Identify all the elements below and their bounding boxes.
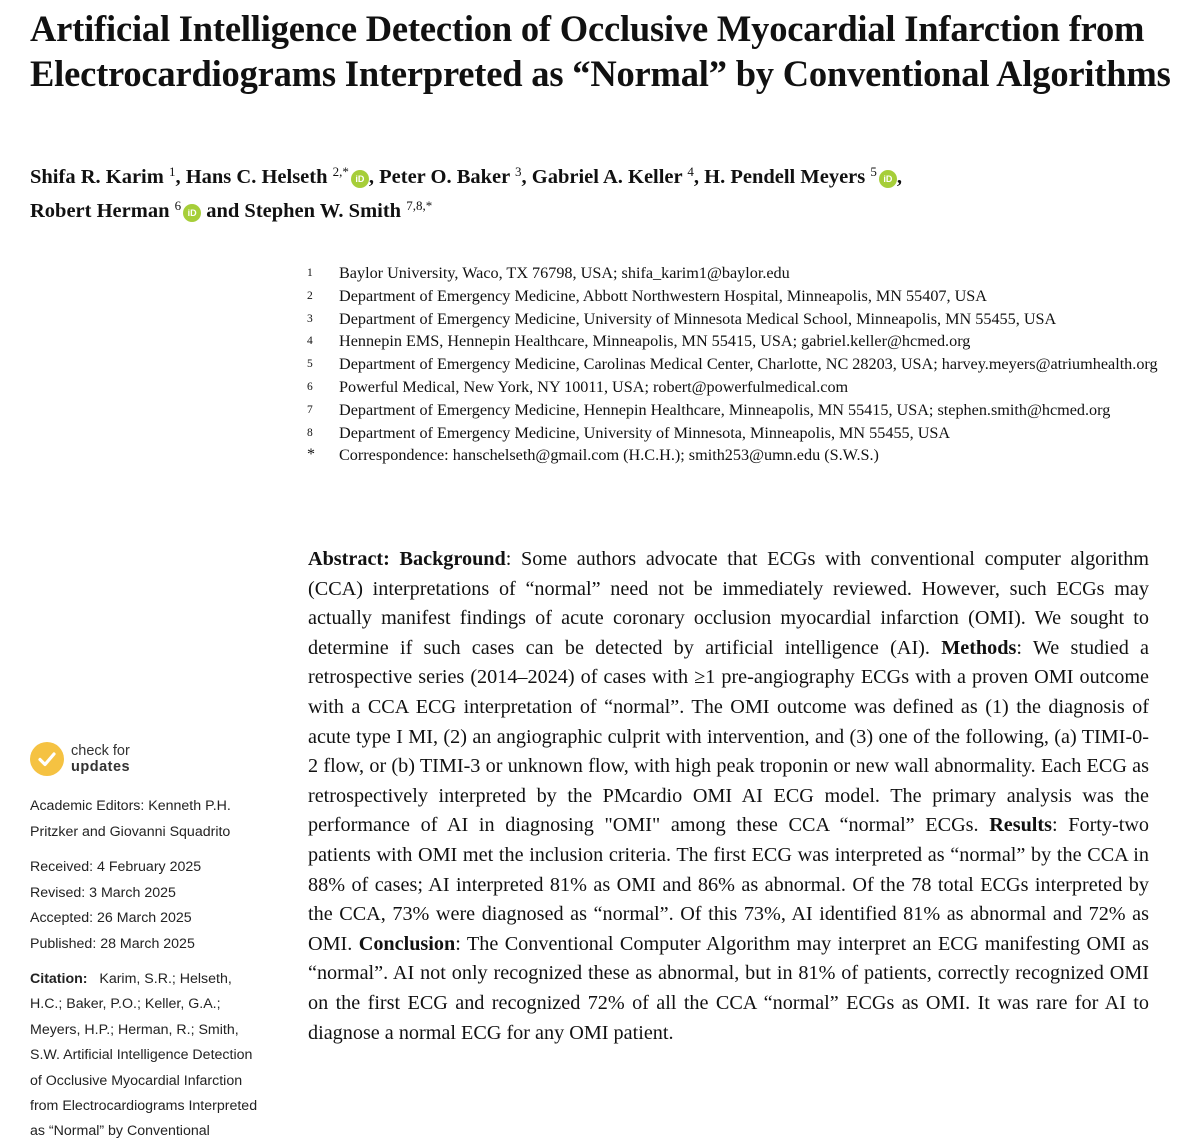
- author[interactable]: Hans C. Helseth $^{2,*}$ iD: [186, 166, 369, 188]
- article-dates: Received: 4 February 2025 Revised: 3 March 2025 Accepted: 26 March 2025 Published: 28 March 2025: [30, 859, 202, 952]
- correspondence-item: * Correspondence: hanschelseth@gmail.com (H.C.H.); smith253@umn.edu (S.W.S.): [307, 446, 879, 465]
- author[interactable]: Shifa R. Karim $^1$: [30, 164, 176, 188]
- affiliation-item: 2 Department of Emergency Medicine, Abbott Northwestern Hospital, Minneapolis, MN 55407, USA: [307, 286, 987, 305]
- affiliation-item: 8 Department of Emergency Medicine, University of Minnesota, Minneapolis, MN 55455, USA: [307, 423, 951, 442]
- affiliation-item: 6 Powerful Medical, New York, NY 10011, USA; robert@powerfulmedical.com: [307, 377, 849, 396]
- author[interactable]: Robert Herman $^6$ iD: [30, 200, 201, 222]
- checkmark-icon: [30, 742, 64, 776]
- orcid-icon[interactable]: iD: [879, 170, 897, 188]
- orcid-icon[interactable]: iD: [183, 204, 201, 222]
- check-for-updates-button[interactable]: check for updates: [30, 742, 130, 776]
- author[interactable]: H. Pendell Meyers $^5$ iD: [704, 166, 897, 188]
- affiliation-item: 5 Department of Emergency Medicine, Carolinas Medical Center, Charlotte, NC 28203, USA; harvey.meyers@atriumhealth.org: [307, 355, 1158, 374]
- author[interactable]: Peter O. Baker $^3$: [379, 164, 522, 188]
- academic-editors: Academic Editors: Kenneth P.H. Pritzker and Giovanni Squadrito: [30, 798, 231, 840]
- paper-title: Artificial Intelligence Detection of Occlusive Myocardial Infarction from Electrocardiograms Interpreted as “Normal” by Conventional Algorithms: [30, 8, 1171, 94]
- affiliation-item: 3 Department of Emergency Medicine, University of Minnesota Medical School, Minneapolis, MN 55455, USA: [307, 309, 1057, 328]
- orcid-icon[interactable]: iD: [351, 170, 369, 188]
- citation: Citation: Karim, S.R.; Helseth, H.C.; Baker, P.O.; Keller, G.A.; Meyers, H.P.; Herman, R.; Smith, S.W. Artificial Intelligence Detection of Occlusive Myocardial Infarction from Electrocardiograms Interpreted as “Normal” by Conventional: [30, 971, 258, 1140]
- affiliation-item: 7 Department of Emergency Medicine, Hennepin Healthcare, Minneapolis, MN 55415, USA; stephen.smith@hcmed.org: [307, 400, 1111, 419]
- affiliation-item: 4 Hennepin EMS, Hennepin Healthcare, Minneapolis, MN 55415, USA; gabriel.keller@hcmed.org: [307, 332, 971, 351]
- author-list: Shifa R. Karim $^1$, Hans C. Helseth $^{2,*}$ iD , Peter O. Baker $^3$, Gabriel A. Keller $^4$, H. Pendell Meyers $^5$ iD , Robert Herman $^6$ iD and Stephen W. Smith $^{7,8,*}$: [30, 164, 902, 222]
- author[interactable]: Stephen W. Smith $^{7,8,*}$: [244, 198, 433, 222]
- abstract: Abstract: Background: Some authors advocate that ECGs with conventional computer algorithm (CCA) interpretations of “normal” need not be immediately reviewed. However, such ECGs may actually manifest findings of acute coronary occlusion myocardial infarction (OMI). We sought to determine if such cases can be detected by artificial intelligence (AI). Methods: We studied a retrospective series (2014–2024) of cases with ≥1 pre-angiography ECGs with a proven OMI outcome with a CCA ECG interpretation of “normal”. The OMI outcome was defined as (1) the diagnosis of acute type I MI, (2) an angiographic culprit with intervention, and (3) one of the following, (a) TIMI-0-2 flow, or (b) TIMI-3 or unknown flow, with high peak troponin or new wall abnormality. Each ECG as retrospectively interpreted by the PMcardio OMI AI ECG model. The primary analysis was the performance of AI in diagnosing "OMI" among these CCA “normal” ECGs. Results: Forty-two patients with OMI met the inclusion criteria. The first ECG was interpreted as “normal” by the CCA in 88% of cases; AI interpreted 81% as OMI and 86% as abnormal. Of the 78 total ECGs interpreted by the CCA, 73% were diagnosed as “normal”. Of this 73%, AI identified 81% as abnormal and 72% as OMI. Conclusion: The Conventional Computer Algorithm may interpret an ECG manifesting OMI as “normal”. AI not only recognized these as abnormal, but in 81% of patients, correctly recognized OMI on the first ECG and recognized 72% of all the CCA “normal” ECGs as OMI. It was rare for AI to diagnose a normal ECG for any OMI patient.: [308, 548, 1149, 1044]
- affiliations-list: [304, 262, 1174, 467]
- article-sidebar: [30, 794, 262, 1145]
- affiliation-item: 1 Baylor University, Waco, TX 76798, USA; shifa_karim1@baylor.edu: [307, 264, 790, 282]
- author[interactable]: Gabriel A. Keller $^4$: [531, 164, 694, 188]
